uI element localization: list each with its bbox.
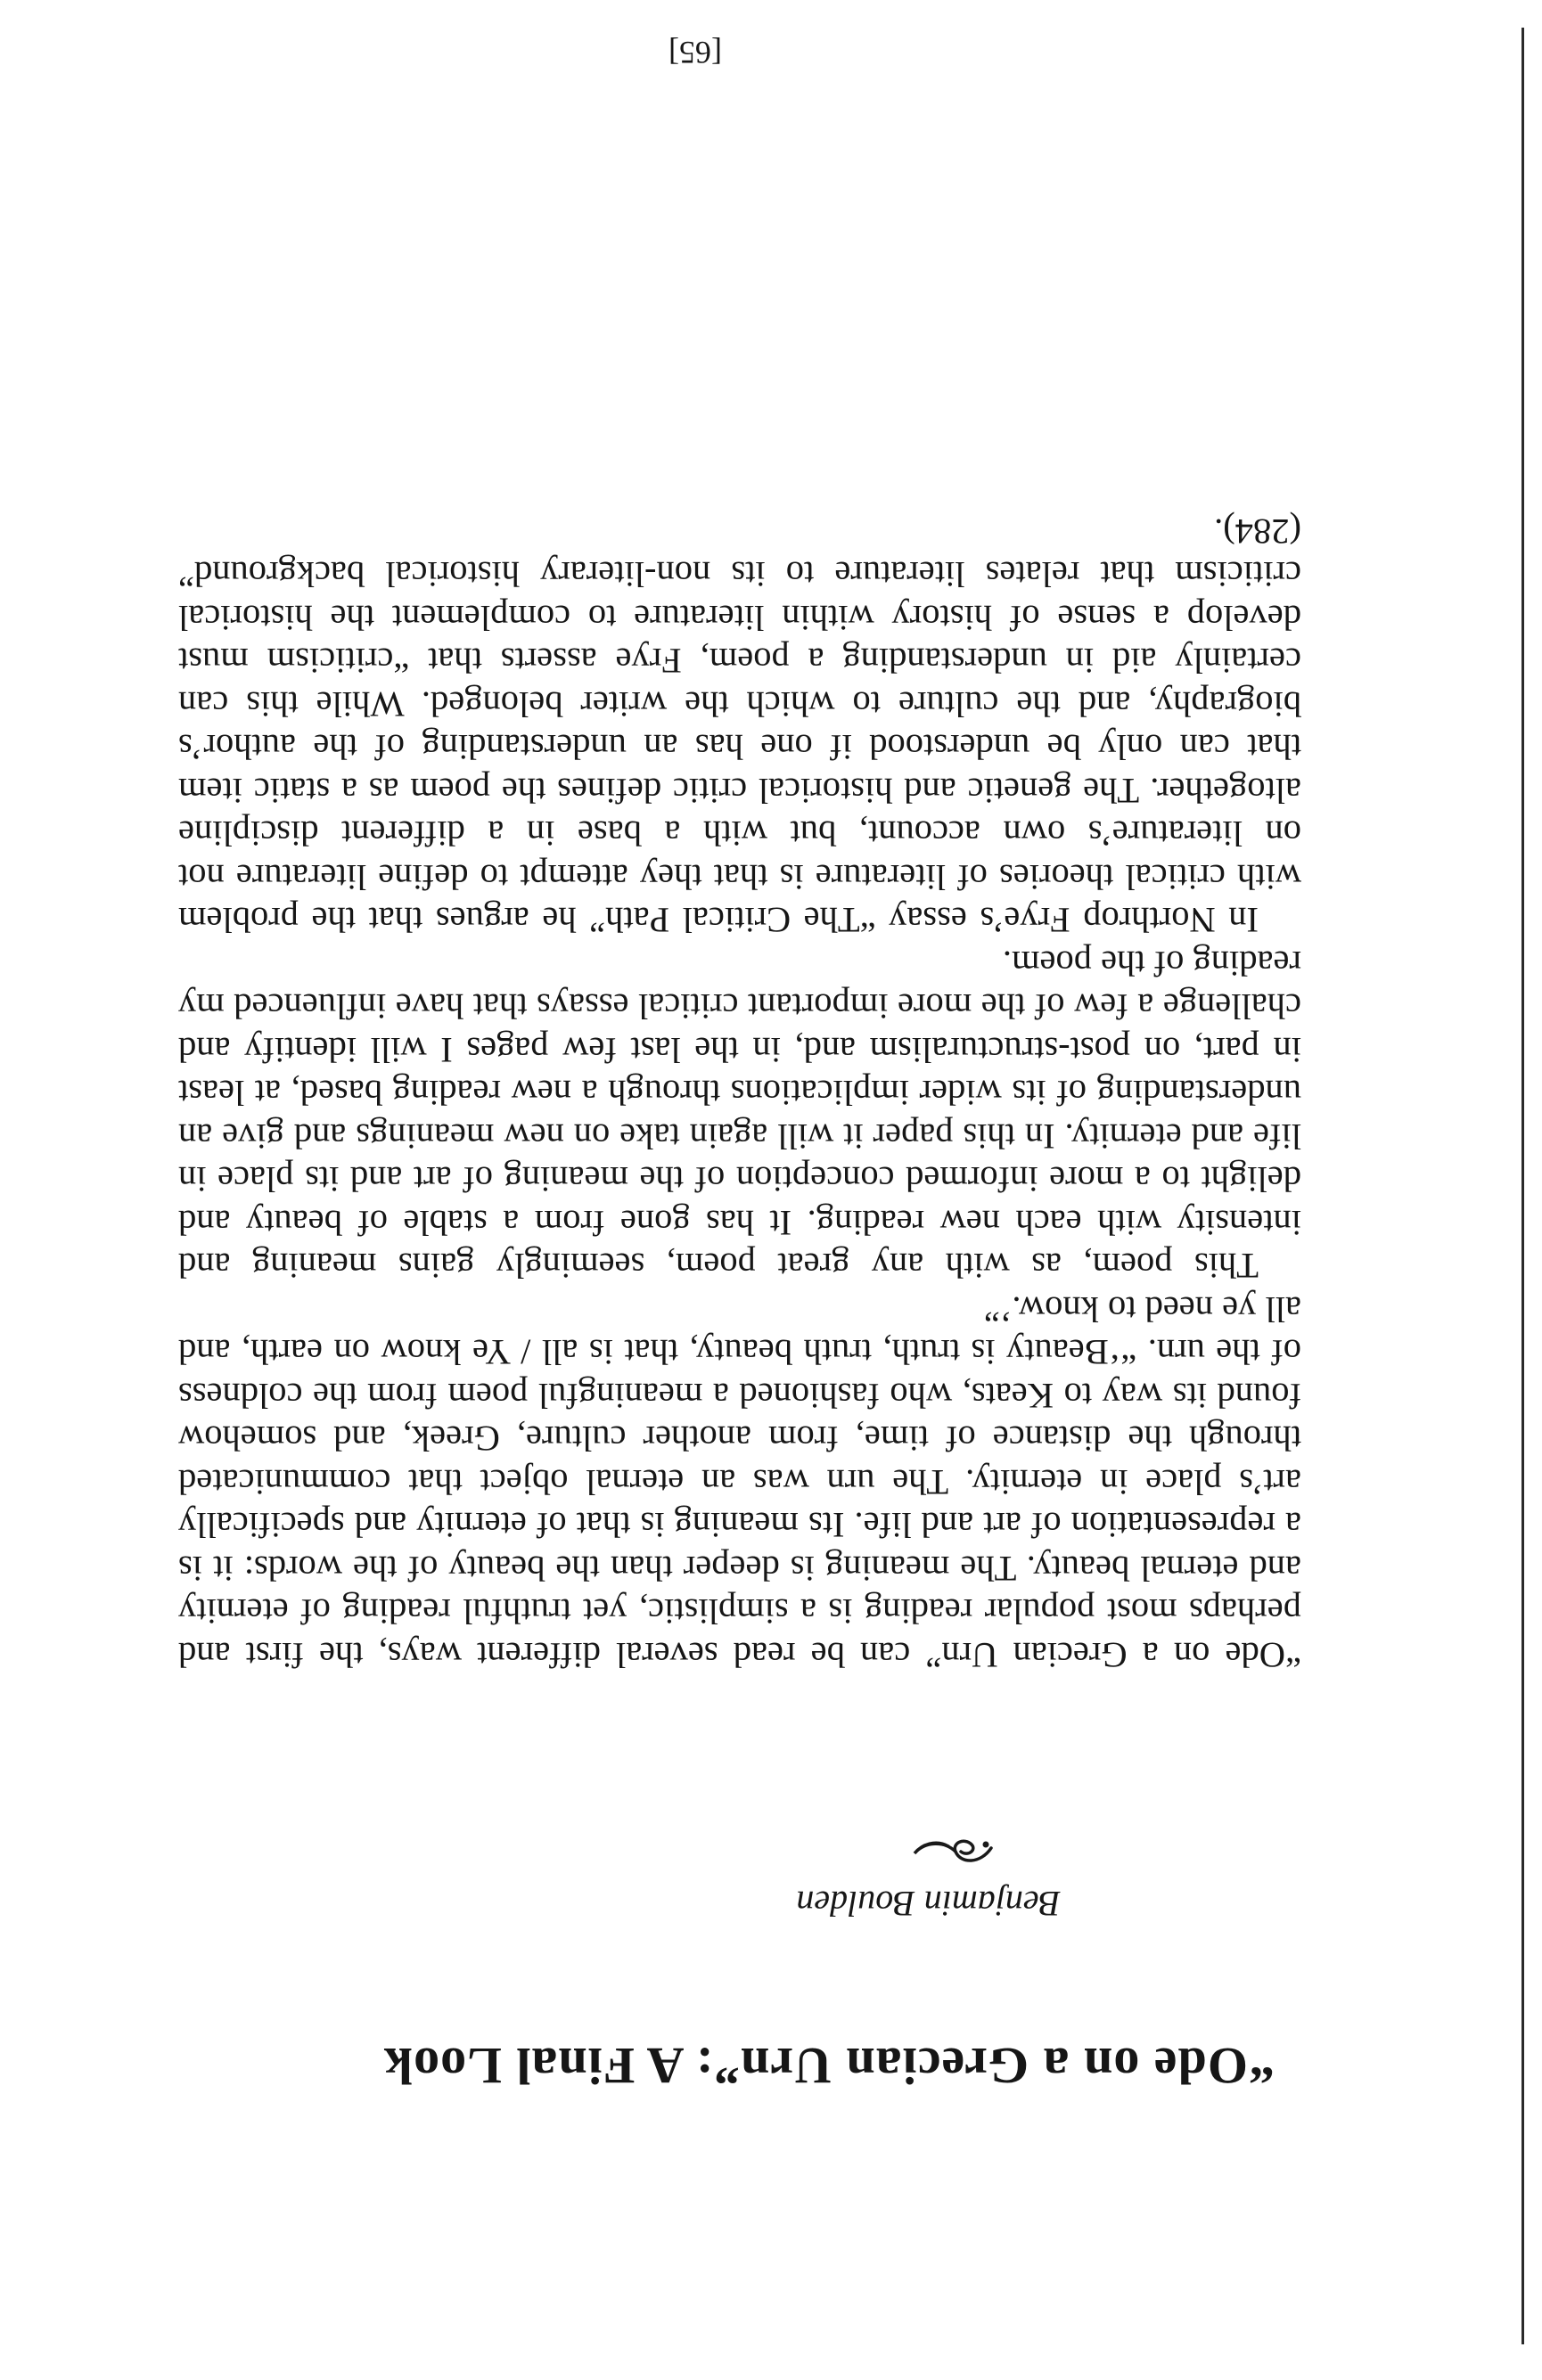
article-title: “Ode on a Grecian Urn”: A Final Look [382,2037,1275,2095]
fleuron-ornament-icon [900,1832,1007,1868]
body-paragraph-1: “Ode on a Grecian Urn” can be read several different ways, the first and perhaps most popular reading is a simplistic, yet truthful reading of eternity and eternal beauty. The meaning is deeper than the beauty of the words: it is a representation of art and life. Its meaning is that of eternity and specifically art’s place in eternity. The urn was an eternal object that communicated through the distance of time, from another culture, Greek, and somehow found its way to Keats, who fashioned a meaningful poem from the coldness of the urn. “‘Beauty is truth, truth beauty, that is all / Ye know on earth, and all ye need to know.’” [178,1289,1301,1675]
body-paragraph-2: This poem, as with any great poem, seemingly gains meaning and intensity with each new reading. It has gone from a stable of beauty and delight to a more informed conception of the meaning of art and its place in life and eternity. In this paper it will again take on new meanings and give an understanding of its wider implications through a new reading based, at least in part, on post-structuralism and, in the last few pages I will identify and challenge a few of the more important critical essays that have influenced my reading of the poem. [178,944,1301,1287]
page-number: [65] [668,35,722,70]
body-paragraph-3: In Northrop Frye’s essay “The Critical Path” he argues that the problem with critical theories of literature is that they attempt to define literature not on literature’s own account, but with a base in a different discipline altogether. The genetic and historical critic defines the poem as a static item that can only be understood if one has an understanding of the author’s biography, and the culture to which the writer belonged. While this can certainly aid in understanding a poem, Frye asserts that “criticism must develop a sense of history within literature to complement the historical criticism that relates literature to its non-literary historical background” (284). [178,511,1301,941]
article-author: Benjamin Boulden [796,1884,1061,1924]
scan-edge-rule [1521,28,1524,2344]
article-body [178,510,1301,1677]
